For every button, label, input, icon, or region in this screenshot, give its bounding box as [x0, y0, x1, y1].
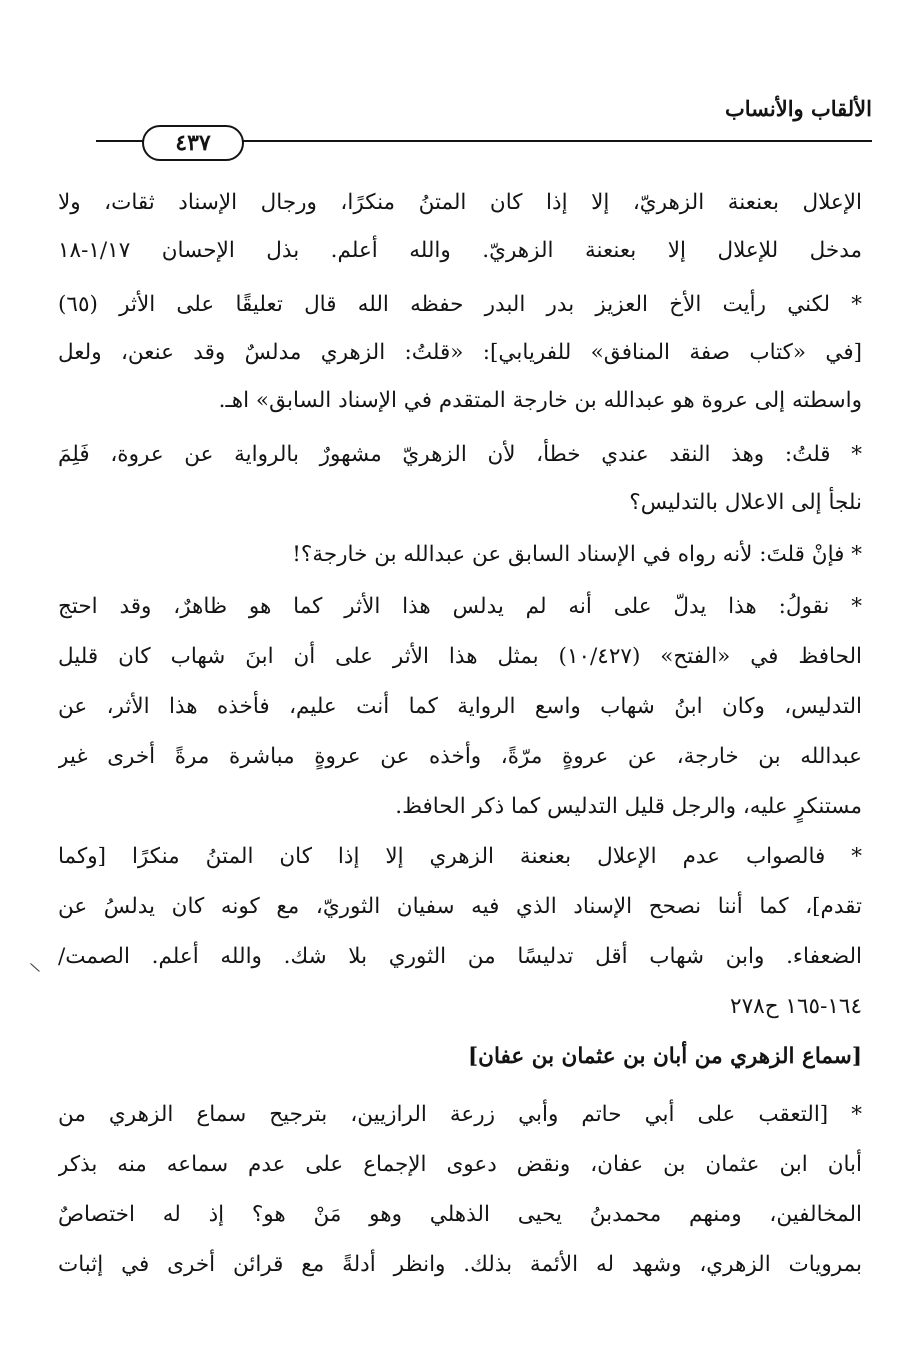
margin-mark — [30, 963, 40, 972]
text-line: * فالصواب عدم الإعلال بعنعنة الزهري إلا إذا كان المتنُ منكرًا [وكما — [58, 844, 862, 869]
text-line: * [التعقب على أبي حاتم وأبي زرعة الرازيين، بترجيح سماع الزهري من — [58, 1102, 862, 1127]
text-line: * نقولُ: هذا يدلّ على أنه لم يدلس هذا الأثر كما هو ظاهرٌ، وقد احتج — [58, 594, 862, 619]
text-line: ١٦٤-١٦٥ ح٢٧٨ — [730, 994, 862, 1019]
text-line: أبان ابن عثمان بن عفان، ونقض دعوى الإجماع على عدم سماعه منه بذكر — [58, 1152, 862, 1177]
text-line: * فإنْ قلتَ: لأنه رواه في الإسناد السابق عن عبدالله بن خارجة؟! — [292, 542, 862, 567]
text-line: مستنكرٍ عليه، والرجل قليل التدليس كما ذكر الحافظ. — [395, 794, 862, 819]
text-line: التدليس، وكان ابنُ شهاب واسع الرواية كما أنت عليم، فأخذه هذا الأثر، عن — [58, 694, 862, 719]
text-line: * قلتُ: وهذ النقد عندي خطأ، لأن الزهريّ مشهورٌ بالرواية عن عروة، فَلِمَ — [58, 442, 862, 467]
section-heading: [سماع الزهري من أبان بن عثمان بن عفان] — [468, 1044, 862, 1069]
text-line: نلجأ إلى الاعلال بالتدليس؟ — [629, 490, 862, 515]
page-number-badge: ٤٣٧ — [142, 125, 244, 161]
text-line: المخالفين، ومنهم محمدبنُ يحيى الذهلي وهو مَنْ هو؟ إذ له اختصاصٌ — [58, 1202, 862, 1227]
text-line: * لكني رأيت الأخ العزيز بدر البدر حفظه الله قال تعليقًا على الأثر (٦٥) — [58, 292, 862, 317]
text-line: عبدالله بن خارجة، عن عروةٍ مرّةً، وأخذه عن عروةٍ مباشرة مرةً أخرى غير — [58, 744, 862, 769]
running-head-title: الألقاب والأنساب — [724, 96, 872, 121]
text-line: [في «كتاب صفة المنافق» للفريابي]: «قلتُ: الزهري مدلسٌ وقد عنعن، ولعل — [58, 340, 862, 365]
text-line: بمرويات الزهري، وشهد له الأئمة بذلك. وانظر أدلةً مع قرائن أخرى في إثبات — [58, 1252, 862, 1277]
text-line: الإعلال بعنعنة الزهريّ، إلا إذا كان المتنُ منكرًا، ورجال الإسناد ثقات، ولا — [58, 190, 862, 215]
text-line: الضعفاء. وابن شهاب أقل تدليسًا من الثوري بلا شك. والله أعلم. الصمت/ — [58, 944, 862, 969]
text-line: مدخل للإعلال إلا بعنعنة الزهريّ. والله أعلم. بذل الإحسان ١/١٧-١٨ — [58, 238, 862, 263]
text-line: واسطته إلى عروة هو عبدالله بن خارجة المتقدم في الإسناد السابق» اهـ. — [218, 388, 862, 413]
text-line: الحافظ في «الفتح» (١٠/٤٢٧) بمثل هذا الأثر على أن ابنَ شهاب كان قليل — [58, 644, 862, 669]
text-line: تقدم]، كما أننا نصحح الإسناد الذي فيه سفيان الثوريّ، مع كونه كان يدلسُ عن — [58, 894, 862, 919]
